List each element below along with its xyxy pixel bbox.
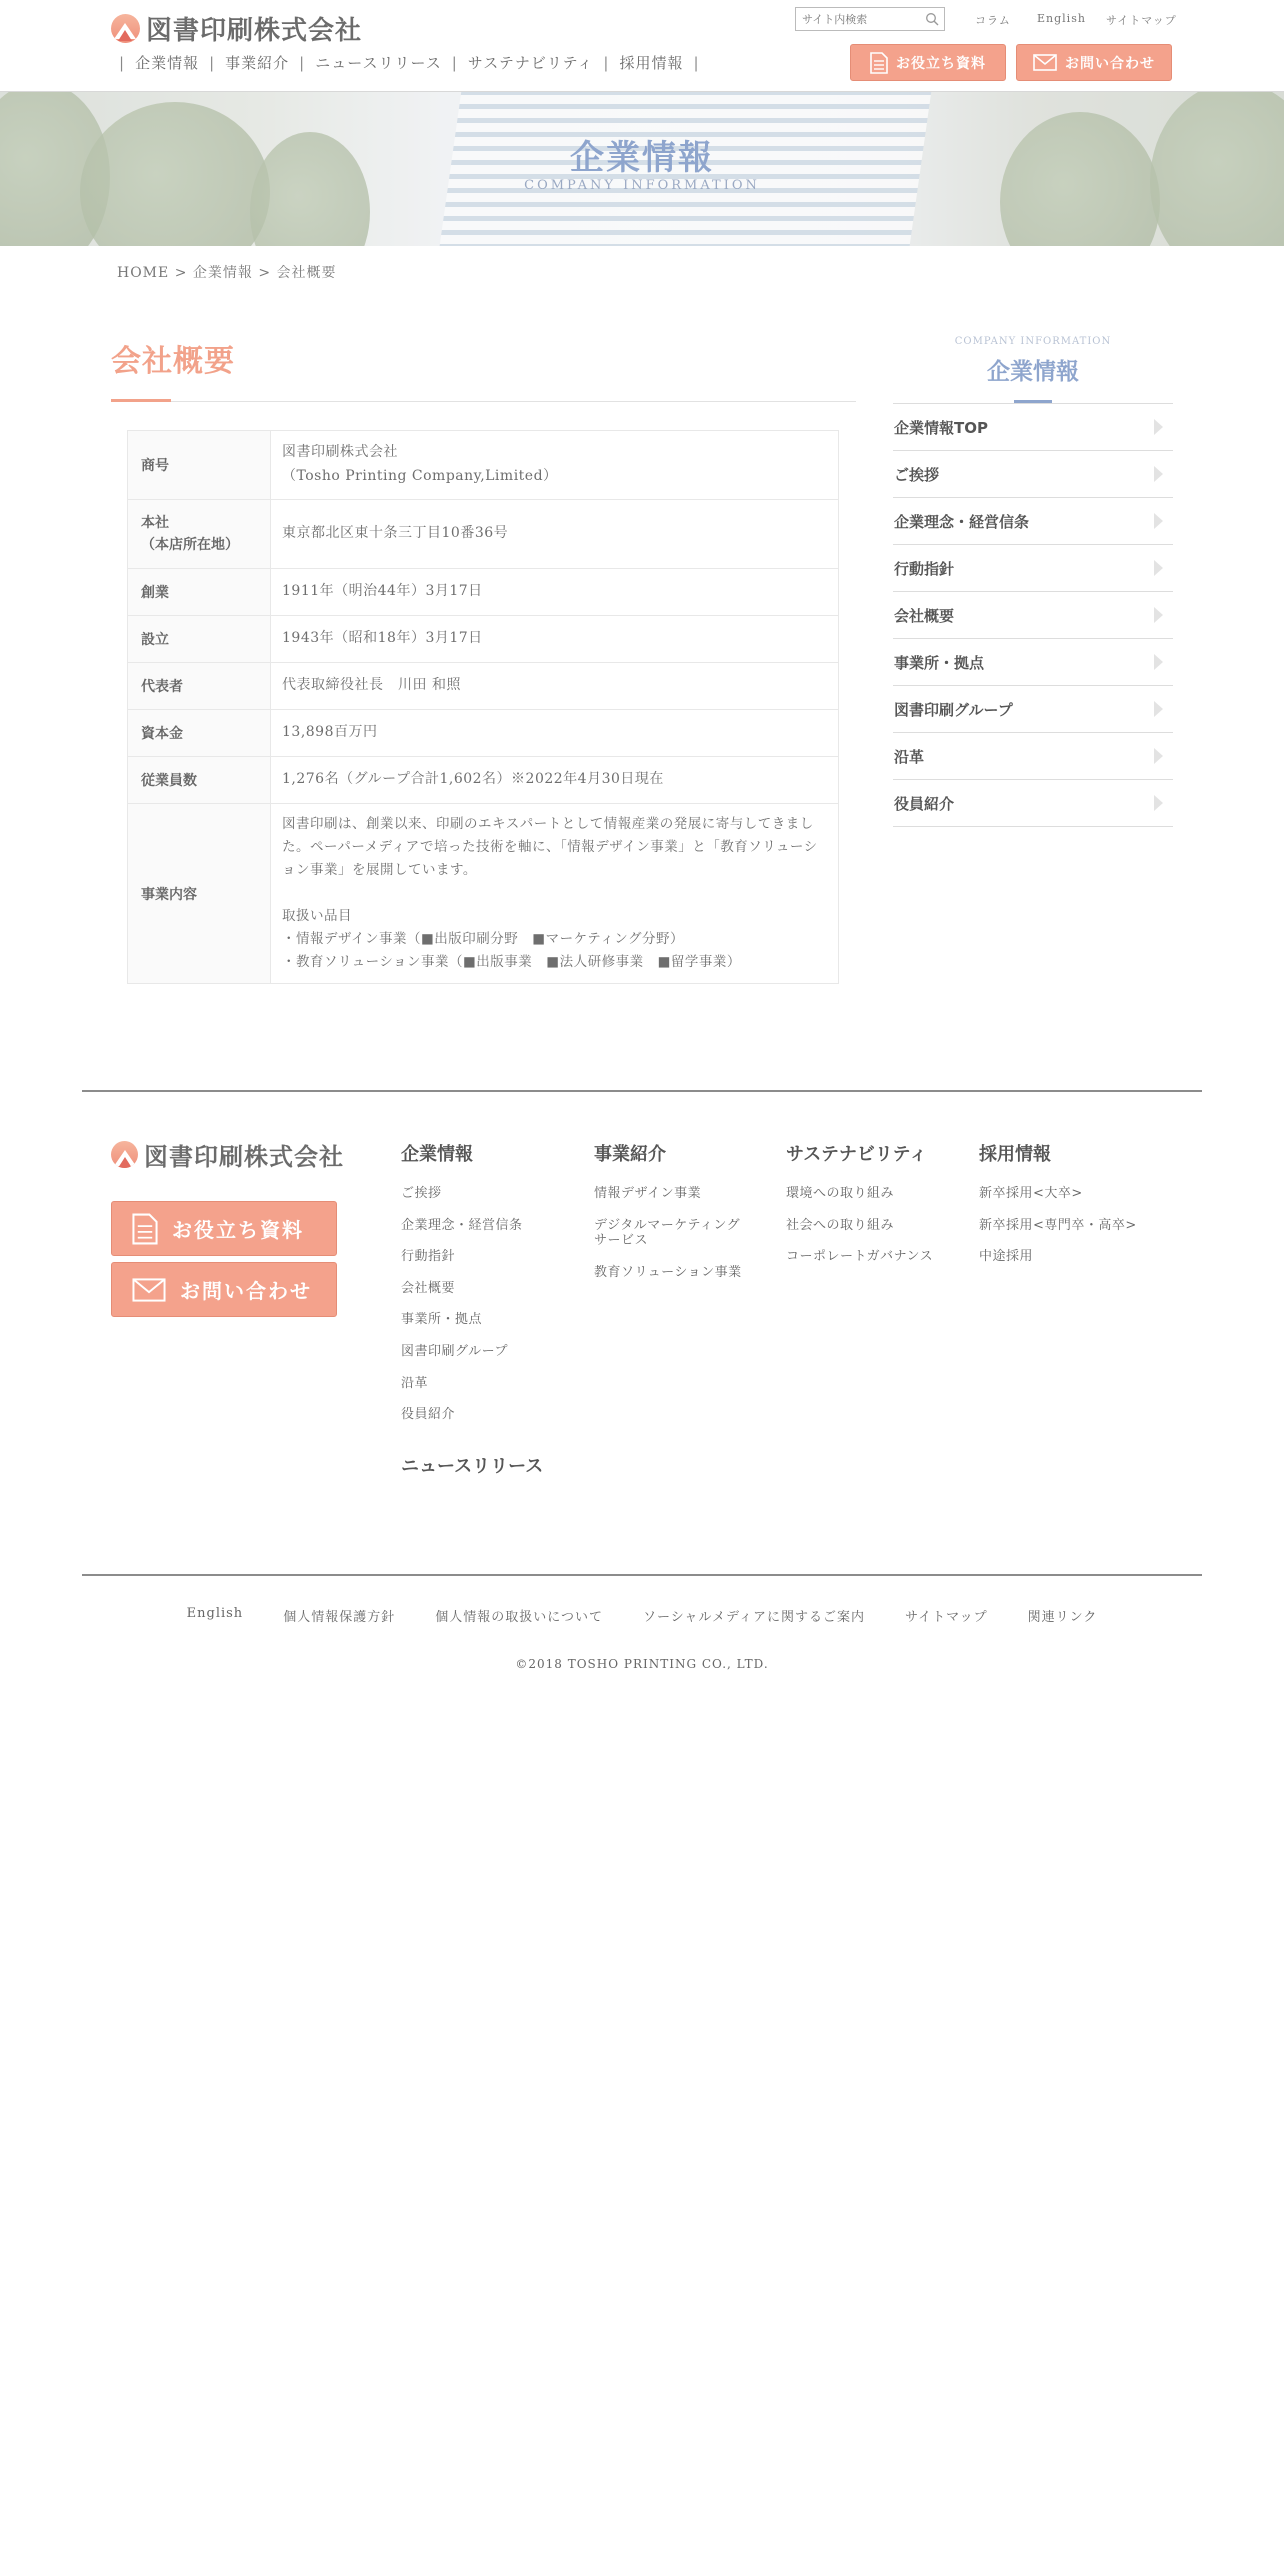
- bottom-link-personal-info[interactable]: 個人情報の取扱いについて: [435, 1610, 603, 1625]
- footer-link[interactable]: 社会への取り組み: [786, 1217, 895, 1233]
- footer-link[interactable]: 新卒採用<専門卒・高卒>: [979, 1217, 1137, 1233]
- sidebar-item-offices[interactable]: 事業所・拠点: [893, 639, 1173, 686]
- footer-link[interactable]: 行動指針: [401, 1249, 456, 1265]
- table-row: [128, 757, 839, 804]
- sidebar-item-guidelines[interactable]: 行動指針: [893, 545, 1173, 592]
- title-divider: [111, 401, 856, 402]
- bottom-link-social-media[interactable]: ソーシャルメディアに関するご案内: [642, 1610, 866, 1625]
- header-contact-label: お問い合わせ: [1065, 55, 1155, 72]
- row-value: 13,898百万円: [271, 710, 839, 757]
- row-label: 従業員数: [128, 757, 271, 804]
- row-label: 設立: [128, 616, 271, 663]
- table-row: [128, 804, 839, 984]
- hero-subtitle: COMPANY INFORMATION: [524, 178, 760, 193]
- global-nav: | 企業情報 | 事業紹介 | ニュースリリース | サステナビリティ | 採用情報 |: [119, 53, 700, 72]
- hero-title: 企業情報: [570, 138, 714, 178]
- nav-company[interactable]: 企業情報: [135, 54, 200, 72]
- footer-link[interactable]: 会社概要: [401, 1280, 456, 1296]
- footer-link[interactable]: 図書印刷グループ: [401, 1343, 508, 1359]
- triangle-right-icon: [1154, 419, 1163, 435]
- sidebar-title: 企業情報: [987, 359, 1079, 385]
- table-row: [128, 569, 839, 616]
- nav-business[interactable]: 事業紹介: [225, 54, 290, 72]
- breadcrumb-separator: >: [258, 265, 272, 281]
- logo-mark-icon: [111, 1141, 138, 1168]
- footer-contact-button[interactable]: [111, 1262, 337, 1317]
- company-info-table: [127, 430, 839, 984]
- footer-column-title[interactable]: 事業紹介: [594, 1144, 666, 1165]
- footer-link[interactable]: コーポレートガバナンス: [786, 1249, 934, 1265]
- sidebar-item-history[interactable]: 沿革: [893, 733, 1173, 780]
- footer-column-business: [594, 1140, 742, 1296]
- triangle-right-icon: [1154, 513, 1163, 529]
- page-title: 会社概要: [111, 344, 235, 379]
- bottom-link-english[interactable]: English: [186, 1606, 244, 1621]
- mail-icon: [1033, 54, 1057, 71]
- row-label: 商号: [128, 431, 271, 500]
- breadcrumb-home[interactable]: HOME: [117, 265, 170, 281]
- triangle-right-icon: [1154, 701, 1163, 717]
- footer-link[interactable]: 事業所・拠点: [401, 1312, 483, 1328]
- title-divider-accent: [111, 399, 171, 402]
- triangle-right-icon: [1154, 607, 1163, 623]
- row-value: 1911年（明治44年）3月17日: [271, 569, 839, 616]
- top-link-english[interactable]: English: [1037, 12, 1086, 25]
- sidebar-item-top[interactable]: 企業情報TOP: [893, 404, 1173, 451]
- footer-news-link[interactable]: ニュースリリース: [401, 1456, 544, 1477]
- breadcrumb: [117, 262, 337, 282]
- footer-divider-top: [82, 1090, 1202, 1092]
- site-logo[interactable]: [111, 10, 362, 47]
- footer-link[interactable]: デジタルマーケティング サービス: [594, 1217, 741, 1249]
- row-value: 東京都北区東十条三丁目10番36号: [271, 500, 839, 569]
- table-row: [128, 663, 839, 710]
- row-value: 図書印刷株式会社 （Tosho Printing Company,Limited）: [271, 431, 839, 500]
- bottom-link-related[interactable]: 関連リンク: [1027, 1610, 1098, 1625]
- footer-divider-bottom: [82, 1574, 1202, 1576]
- row-value: 図書印刷は、創業以来、印刷のエキスパートとして情報産業の発展に寄与してきました。ペーパーメディアで培った技術を軸に、「情報デザイン事業」と「教育ソリューション事業」を展開しています。 取扱い品目 ・情報デザイン事業（■出版印刷分野 ■マーケティング分野） ・教育ソリューション事業（■出版事業 ■法人研修事業 ■留学事業）: [271, 804, 839, 984]
- table-row: [128, 500, 839, 569]
- sidebar-item-greeting[interactable]: ご挨拶: [893, 451, 1173, 498]
- top-link-sitemap[interactable]: サイトマップ: [1106, 14, 1177, 27]
- sidebar-item-officers[interactable]: 役員紹介: [893, 780, 1173, 827]
- sidebar-title-en: COMPANY INFORMATION: [954, 336, 1112, 347]
- footer-resources-button[interactable]: [111, 1201, 337, 1256]
- triangle-right-icon: [1154, 560, 1163, 576]
- logo-text: 図書印刷株式会社: [146, 16, 363, 46]
- table-row: [128, 431, 839, 500]
- footer-link[interactable]: 教育ソリューション事業: [594, 1264, 742, 1280]
- top-link-column[interactable]: コラム: [975, 14, 1011, 27]
- footer-column-recruit: [979, 1140, 1137, 1281]
- sidebar-nav: [893, 403, 1173, 827]
- mail-icon: [132, 1278, 166, 1302]
- breadcrumb-separator: >: [174, 265, 188, 281]
- document-icon: [870, 52, 888, 74]
- nav-sustainability[interactable]: サステナビリティ: [467, 54, 594, 72]
- row-label: 創業: [128, 569, 271, 616]
- sidebar-item-overview[interactable]: 会社概要: [893, 592, 1173, 639]
- footer-bottom-links: [0, 1606, 1284, 1625]
- sidebar-item-philosophy[interactable]: 企業理念・経営信条: [893, 498, 1173, 545]
- table-row: [128, 616, 839, 663]
- footer-resources-label: お役立ち資料: [172, 1218, 304, 1242]
- footer-column-title[interactable]: 企業情報: [401, 1144, 473, 1165]
- bottom-link-privacy-policy[interactable]: 個人情報保護方針: [283, 1610, 396, 1625]
- document-icon: [132, 1213, 158, 1245]
- footer-column-title[interactable]: 採用情報: [979, 1144, 1051, 1165]
- triangle-right-icon: [1154, 654, 1163, 670]
- bottom-link-sitemap[interactable]: サイトマップ: [905, 1610, 988, 1625]
- copyright: ©2018 TOSHO PRINTING CO., LTD.: [515, 1657, 769, 1671]
- footer-column-title[interactable]: サステナビリティ: [786, 1144, 928, 1165]
- triangle-right-icon: [1154, 748, 1163, 764]
- footer-logo-text: 図書印刷株式会社: [144, 1143, 344, 1171]
- footer-link[interactable]: 役員紹介: [401, 1407, 456, 1423]
- row-label: 資本金: [128, 710, 271, 757]
- footer-link[interactable]: ご挨拶: [401, 1186, 442, 1201]
- search-icon[interactable]: [925, 12, 939, 26]
- footer-link[interactable]: 環境への取り組み: [786, 1186, 895, 1201]
- footer-link[interactable]: 新卒採用<大卒>: [979, 1186, 1083, 1201]
- row-value: 1,276名（グループ合計1,602名）※2022年4月30日現在: [271, 757, 839, 804]
- site-header: [0, 0, 1284, 92]
- table-row: [128, 710, 839, 757]
- row-label: 本社 （本店所在地）: [128, 500, 271, 569]
- footer-contact-label: お問い合わせ: [180, 1279, 312, 1303]
- triangle-right-icon: [1154, 466, 1163, 482]
- footer-link[interactable]: 中途採用: [979, 1249, 1034, 1265]
- header-contact-button[interactable]: [1016, 44, 1172, 81]
- search-box: [795, 7, 945, 31]
- row-value: 1943年（昭和18年）3月17日: [271, 616, 839, 663]
- header-resources-label: お役立ち資料: [896, 55, 986, 72]
- footer-logo[interactable]: [111, 1137, 344, 1172]
- nav-news[interactable]: ニュースリリース: [315, 54, 442, 72]
- breadcrumb-company[interactable]: 企業情報: [192, 265, 253, 281]
- header-resources-button[interactable]: [850, 44, 1006, 81]
- triangle-right-icon: [1154, 795, 1163, 811]
- footer-column-sustainability: [786, 1140, 933, 1281]
- row-label: 代表者: [128, 663, 271, 710]
- row-value: 代表取締役社長 川田 和照: [271, 663, 839, 710]
- nav-recruit[interactable]: 採用情報: [619, 54, 684, 72]
- footer-link[interactable]: 沿革: [401, 1375, 429, 1391]
- footer-link[interactable]: 情報デザイン事業: [594, 1186, 702, 1201]
- hero-banner: [0, 92, 1284, 246]
- footer-column-company: [401, 1140, 523, 1439]
- logo-mark-icon: [111, 14, 140, 43]
- search-input[interactable]: [802, 13, 920, 26]
- sidebar-item-group[interactable]: 図書印刷グループ: [893, 686, 1173, 733]
- footer-link[interactable]: 企業理念・経営信条: [401, 1217, 523, 1233]
- breadcrumb-current: 会社概要: [276, 265, 337, 281]
- row-label: 事業内容: [128, 804, 271, 984]
